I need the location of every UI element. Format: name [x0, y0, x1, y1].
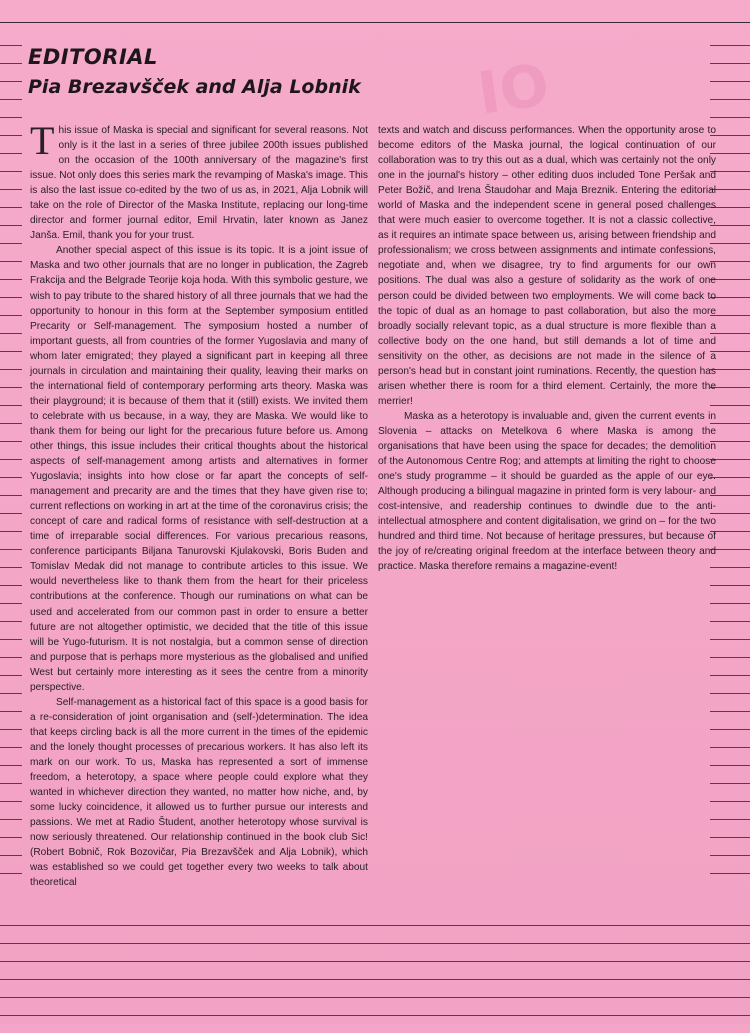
- section-label: EDITORIAL: [28, 45, 158, 69]
- show-through-mark: IO: [473, 50, 554, 128]
- drop-cap: T: [30, 118, 55, 163]
- article-body: [30, 118, 716, 923]
- right-ruled-margin: [710, 45, 750, 891]
- paragraph: Maska as a heterotopy is invaluable and, given the current events in Slovenia – attacks on Metelkova 6 where Maska is among the organisations that have been using the space for decades; the demolition of the Autonomous Centre Rog; and attempts at limiting the right to choose one's study programme – it should be guarded as the apple of our eye. Although producing a bilingual magazine in printed form is very labour- and cost-intensive, and readership continues to dwindle due to the anti-intellectual atmosphere and content digitalisation, we grind on – for the two hundred and third time. Not because of heritage pressures, but because of the joy of re/creating original freedom at the interface between theory and practice. Maska therefore remains a magazine-event!: [378, 410, 716, 573]
- paragraph: [30, 118, 368, 243]
- left-column: [30, 118, 368, 923]
- authors-byline: Pia Brezavšček and Alja Lobnik: [28, 76, 361, 98]
- paragraph-text: his issue of Maska is special and significant for several reasons. Not only is it the last in a series of three jubilee 200th issues published on the occasion of the 100th anniversary of the magazine's first issue. Not only does this series mark the revamping of Maska's image. This is also the last issue co-edited by the two of us as, in 2021, Alja Lobnik will take on the role of Director of the Maska Institute, replacing our long-time director and former journal editor, Emil Hrvatin, later known as Janez Janša. Emil, thank you for your trust.: [30, 125, 368, 242]
- paragraph: Self-management as a historical fact of this space is a good basis for a re-consideration of joint organisation and (self-)determination. The idea that keeps circling back is all the more current in the times of the epidemic and the lonely thought processes of precarious workers. It has also left its mark on our work. To us, Maska has represented a sort of immense freedom, a heterotopy, a space where people could explore what they wanted in whichever direction they wanted, no matter how niche, and, by some lucky coincidence, it allowed us to further pursue our interests and passions. We met at Radio Študent, another heterotopy whose survival is now seriously threatened. Our relationship continued in the book club Sic! (Robert Bobnič, Rok Bozovičar, Pia Brezavšček and Alja Lobnik), which was established so we could get together every two weeks to talk about theoretical: [30, 696, 368, 889]
- editorial-header: [28, 45, 361, 98]
- left-ruled-margin: [0, 45, 22, 891]
- paragraph-continued: texts and watch and discuss performances. When the opportunity arose to become editors of the Maska journal, the logical continuation of our collaboration was to try this out as a dual, which was certainly not the only one in the journal's history – other editing duos included Tone Peršak and Peter Božič, and Irena Štaudohar and Maja Breznik. Entering the editorial world of Maska and the independent scene in general posed challenges that were much easier to overcome together. It is not a classic collective, as it requires an intimate space between us, arising between friendship and professionalism; we cross between assignments and intimate confessions, negotiate and, when we disagree, try to find arguments for our own positions. The dual was also a gesture of solidarity as the work of one person could be divided between two employments. We will come back to the topic of dual as an homage to past collaboration, but also the more broadly socially relevant topic, as a dual structure is more flexible than a collective body on the one hand, but still demands a lot of time and sensitivity on the other, as decisions are not made in the silence of a person's head but in constant joint ruminations. Recently, the question has arisen whether there is room for a third element. Certainly, the more the merrier!: [378, 125, 716, 407]
- right-column: [378, 123, 716, 923]
- bottom-ruled-lines: [0, 925, 750, 1033]
- top-rule: [0, 22, 750, 23]
- paragraph: Another special aspect of this issue is its topic. It is a joint issue of Maska and two other journals that are no longer in publication, the Zagreb Frakcija and the Belgrade Teorije koja hoda. With this symbolic gesture, we wish to pay tribute to the shared history of all three journals that we had the opportunity to honour in this form at the September symposium entitled Precarity or Self-management. The symposium hosted a number of important guests, all from countries of the former Yugoslavia and many of whom later emigrated; they played a significant part in keeping all three journals in circulation and maintaining their quality, leaving their marks on the international field of contemporary performing arts theory. Maska was their playground; it is because of them that it (still) exists. We invited them to celebrate with us because, in a way, they are Maska. We would like to thank them for being our light for the precarious future before us. Among other things, this issue includes their critical thoughts about the historical aspects of self-management among artists and alternatives in former Yugoslavia; insights into how close or far apart the concepts of self-management and precarity are and the times that they have given rise to; current reflections on working in art at the time of the coronavirus crisis; the concept of care and radical forms of resistance with self-destruction at a time of irreparable social differences. For various precarious reasons, conference participants Biljana Tanurovski Kjulakovski, Boris Buden and Tomislav Medak did not manage to contribute articles to this issue. We would nevertheless like to thank them from the heart for their priceless contributions at the conference. Though our ruminations on what can be used and accelerated from our common past in order to ensure a better future are not altogether optimistic, we decided that the title of this issue will be Yugo-futurism. It is not nostalgia, but a common sense of direction and purpose that is perhaps more mysterious as the globalised and unified West but certainly more interesting as it sees the centre from a minority perspective.: [30, 245, 368, 693]
